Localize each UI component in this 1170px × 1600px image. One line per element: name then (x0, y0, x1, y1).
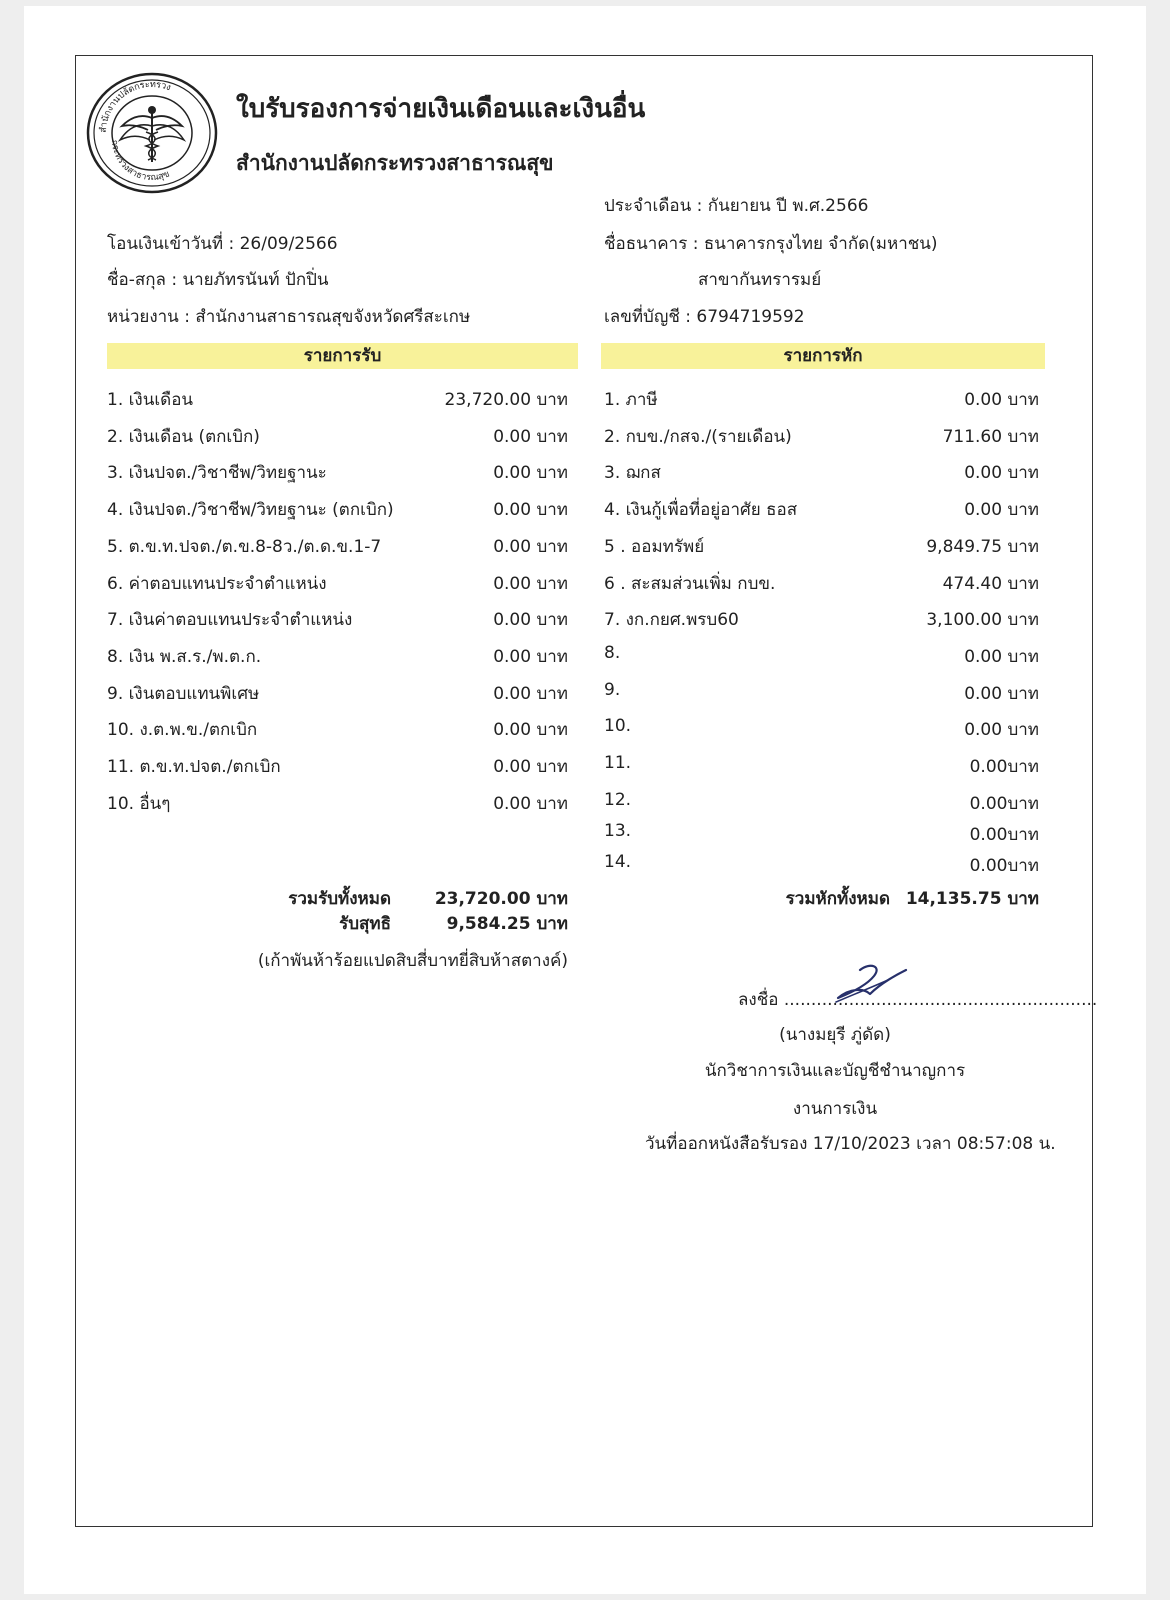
deduction-row (604, 680, 1039, 710)
deduction-row (604, 643, 1039, 673)
deduction-row (604, 852, 1039, 882)
income-value: 23,720.00 บาท (444, 390, 568, 410)
deduction-label: 7. งก.กยศ.พรบ60 (604, 610, 739, 630)
deduction-total-value: 14,135.75 บาท (905, 889, 1039, 909)
deduction-row (604, 496, 1039, 526)
deduction-label: 3. ฌกส (604, 463, 661, 483)
deduction-value: 0.00 บาท (964, 500, 1039, 520)
income-label: 2. เงินเดือน (ตกเบิก) (107, 427, 260, 447)
income-row (107, 533, 568, 563)
deduction-value: 0.00 บาท (964, 684, 1039, 704)
net-pay-in-words: (เก้าพันห้าร้อยแปดสิบสี่บาทยี่สิบห้าสตางค์) (257, 951, 568, 971)
deduction-row (604, 570, 1039, 600)
income-total-label: รวมรับทั้งหมด (288, 889, 391, 909)
transfer-date: โอนเงินเข้าวันที่ : 26/09/2566 (107, 234, 338, 254)
income-label: 7. เงินค่าตอบแทนประจำตำแหน่ง (107, 610, 353, 630)
deduction-label: 1. ภาษี (604, 390, 658, 410)
income-row (107, 459, 568, 489)
deduction-row (604, 790, 1039, 820)
income-header: รายการรับ (107, 343, 578, 369)
deduction-label: 14. (604, 852, 632, 872)
ministry-seal-icon (84, 70, 220, 196)
deduction-row (604, 716, 1039, 746)
deduction-label: 12. (604, 790, 632, 810)
income-row (107, 680, 568, 710)
income-value: 0.00 บาท (493, 684, 568, 704)
income-label: 10. ง.ต.พ.ข./ตกเบิก (107, 720, 258, 740)
deduction-total-label: รวมหักทั้งหมด (785, 889, 890, 909)
deduction-row (604, 606, 1039, 636)
income-value: 0.00 บาท (493, 720, 568, 740)
deduction-label: 13. (604, 821, 632, 841)
income-value: 0.00 บาท (493, 463, 568, 483)
income-row (107, 570, 568, 600)
deduction-value: 0.00 บาท (964, 390, 1039, 410)
income-row (107, 606, 568, 636)
deduction-header: รายการหัก (601, 343, 1045, 369)
deduction-value: 0.00 บาท (964, 647, 1039, 667)
income-row (107, 386, 568, 416)
deduction-value: 0.00 บาท (964, 720, 1039, 740)
income-value: 0.00 บาท (493, 794, 568, 814)
deduction-value: 0.00บาท (969, 794, 1039, 814)
deduction-row (604, 459, 1039, 489)
bank-branch: สาขากันทรารมย์ (698, 270, 822, 290)
office-name: สำนักงานปลัดกระทรวงสาธารณสุข (236, 151, 554, 175)
deduction-value: 0.00บาท (969, 757, 1039, 777)
account-number: เลขที่บัญชี : 6794719592 (604, 307, 805, 327)
income-label: 1. เงินเดือน (107, 390, 194, 410)
income-label: 5. ต.ข.ท.ปจต./ต.ข.8-8ว./ต.ด.ข.1-7 (107, 537, 382, 557)
deduction-row (604, 386, 1039, 416)
income-value: 0.00 บาท (493, 574, 568, 594)
deduction-row (604, 533, 1039, 563)
income-row (107, 790, 568, 820)
signer-position: นักวิชาการเงินและบัญชีชำนาญการ (704, 1061, 966, 1081)
deduction-label: 10. (604, 716, 632, 736)
deduction-label: 11. (604, 753, 632, 773)
pay-month: ประจำเดือน : กันยายน ปี พ.ศ.2566 (604, 196, 869, 216)
income-label: 8. เงิน พ.ส.ร./พ.ต.ก. (107, 647, 262, 667)
sign-line: ลงชื่อ .......................................................... (738, 990, 1098, 1010)
handwritten-signature (830, 958, 914, 1006)
income-label: 11. ต.ข.ท.ปจต./ตกเบิก (107, 757, 281, 777)
income-label: 3. เงินปจต./วิชาชีพ/วิทยฐานะ (107, 463, 327, 483)
signer-department: งานการเงิน (792, 1099, 878, 1119)
deduction-value: 711.60 บาท (942, 427, 1039, 447)
income-label: 6. ค่าตอบแทนประจำตำแหน่ง (107, 574, 327, 594)
deduction-label: 9. (604, 680, 621, 700)
deduction-value: 0.00บาท (969, 825, 1039, 845)
income-value: 0.00 บาท (493, 537, 568, 557)
deduction-value: 0.00บาท (969, 856, 1039, 876)
income-row (107, 643, 568, 673)
income-value: 0.00 บาท (493, 610, 568, 630)
income-row (107, 423, 568, 453)
deduction-label: 6 . สะสมส่วนเพิ่ม กบข. (604, 574, 776, 594)
work-unit: หน่วยงาน : สำนักงานสาธารณสุขจังหวัดศรีสะเกษ (107, 307, 471, 327)
income-total-value: 23,720.00 บาท (434, 889, 568, 909)
income-value: 0.00 บาท (493, 427, 568, 447)
signer-name: (นางมยุรี ภู่ดัด) (779, 1025, 891, 1045)
income-label: 4. เงินปจต./วิชาชีพ/วิทยฐานะ (ตกเบิก) (107, 500, 394, 520)
deduction-row (604, 753, 1039, 783)
seal-text-bottom: กระทรวงสาธารณสุข (108, 139, 172, 184)
employee-name: ชื่อ-สกุล : นายภัทรนันท์ ปักปิ่น (107, 270, 329, 290)
income-row (107, 496, 568, 526)
net-pay-label: รับสุทธิ (339, 914, 391, 934)
deduction-value: 474.40 บาท (942, 574, 1039, 594)
deduction-label: 2. กบข./กสจ./(รายเดือน) (604, 427, 792, 447)
deduction-row (604, 821, 1039, 851)
seal-text-top: สำนักงานปลัดกระทรวง (98, 79, 173, 134)
deduction-value: 3,100.00 บาท (926, 610, 1039, 630)
deduction-label: 8. (604, 643, 621, 663)
deduction-value: 0.00 บาท (964, 463, 1039, 483)
bank-name: ชื่อธนาคาร : ธนาคารกรุงไทย จำกัด(มหาชน) (604, 234, 938, 254)
net-pay-value: 9,584.25 บาท (446, 914, 568, 934)
income-label: 9. เงินตอบแทนพิเศษ (107, 684, 260, 704)
issue-datetime: วันที่ออกหนังสือรับรอง 17/10/2023 เวลา 08:57:08 น. (645, 1134, 1056, 1154)
income-value: 0.00 บาท (493, 757, 568, 777)
income-row (107, 753, 568, 783)
document-title: ใบรับรองการจ่ายเงินเดือนและเงินอื่น (236, 94, 646, 124)
deduction-label: 5 . ออมทรัพย์ (604, 537, 705, 557)
income-value: 0.00 บาท (493, 647, 568, 667)
deduction-label: 4. เงินกู้เพื่อที่อยู่อาศัย ธอส (604, 500, 798, 520)
deduction-value: 9,849.75 บาท (926, 537, 1039, 557)
deduction-row (604, 423, 1039, 453)
income-value: 0.00 บาท (493, 500, 568, 520)
income-label: 10. อื่นๆ (107, 794, 171, 814)
income-row (107, 716, 568, 746)
